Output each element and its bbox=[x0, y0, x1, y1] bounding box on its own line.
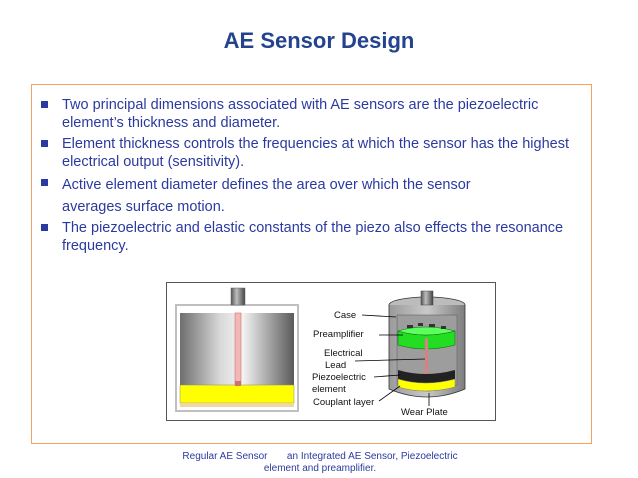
regular-sensor-drawing bbox=[176, 288, 298, 411]
square-bullet-icon bbox=[41, 101, 48, 108]
label-case: Case bbox=[334, 310, 357, 321]
label-preamplifier: Preamplifier bbox=[313, 329, 364, 340]
bullet-item: Active element diameter defines the area over which the sensor bbox=[38, 174, 588, 196]
figure-caption bbox=[120, 451, 520, 475]
label-element: element bbox=[312, 384, 346, 395]
label-couplant: Couplant layer bbox=[313, 397, 375, 408]
label-lead: Lead bbox=[325, 360, 347, 371]
sensor-figure bbox=[166, 282, 496, 421]
bullet-item: Two principal dimensions associated with AE sensors are the piezoelectric element’s thickness and diameter. bbox=[38, 96, 588, 132]
integrated-sensor-drawing bbox=[389, 291, 465, 397]
bullet-list bbox=[38, 96, 588, 258]
square-bullet-icon bbox=[41, 179, 48, 186]
caption-line-2: element and preamplifier. bbox=[263, 463, 377, 474]
bullet-item: Element thickness controls the frequencies at which the sensor has the highest electrical output (sensitivity). bbox=[38, 135, 588, 171]
label-piezoelectric: Piezoelectric bbox=[312, 372, 366, 383]
bullet-item: The piezoelectric and elastic constants of the piezo also effects the resonance frequency. bbox=[38, 219, 588, 255]
slide-title: AE Sensor Design bbox=[223, 28, 415, 53]
bullet-continuation: averages surface motion. bbox=[62, 199, 225, 215]
square-bullet-icon bbox=[41, 140, 48, 147]
label-wear-plate: Wear Plate bbox=[401, 407, 448, 418]
label-electrical: Electrical bbox=[324, 348, 363, 359]
square-bullet-icon bbox=[41, 224, 48, 231]
caption-line-1: Regular AE Sensor an Integrated AE Sensor, Piezoelectric bbox=[182, 451, 458, 462]
